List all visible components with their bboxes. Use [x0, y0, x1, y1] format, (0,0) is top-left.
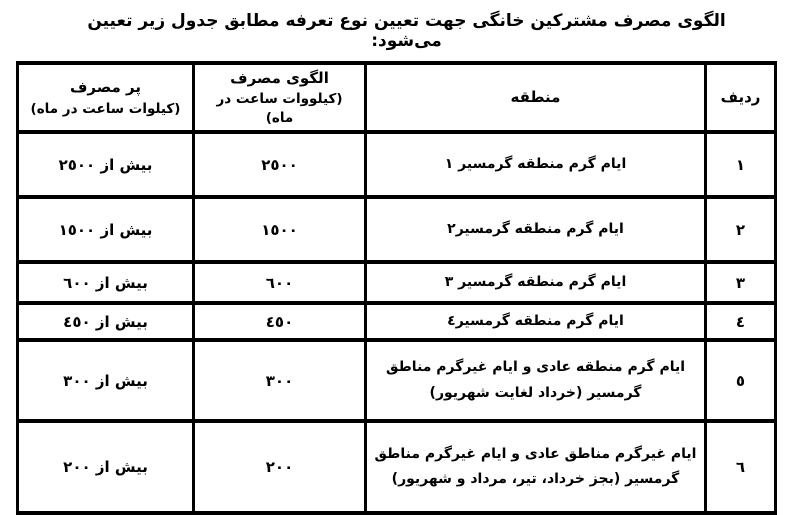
cell-region: ایام گرم منطقه گرمسیر٤	[366, 303, 706, 340]
cell-pattern: ٢٥٠٠	[194, 132, 366, 197]
table-row	[18, 421, 776, 513]
header-row	[18, 63, 776, 132]
cell-high: بیش از ٤٥٠	[18, 303, 194, 340]
cell-radif: ٣	[706, 262, 776, 303]
table-row	[18, 262, 776, 303]
cell-high: بیش از ١٥٠٠	[18, 197, 194, 262]
page-title: الگوی مصرف مشترکین خانگی جهت تعیین نوع تعرفه مطابق جدول زیر تعیین می‌شود:	[87, 11, 726, 51]
table-header	[18, 63, 776, 132]
cell-region: ایام گرم منطقه گرمسیر ١	[366, 132, 706, 197]
cell-pattern: ٦٠٠	[194, 262, 366, 303]
header-pattern	[194, 63, 366, 132]
cell-high: بیش از ٢٠٠	[18, 421, 194, 513]
cell-region: ایام غیرگرم مناطق عادی و ایام غیرگرم مناطق گرمسیر (بجز خرداد، تیر، مرداد و شهریور)	[366, 421, 706, 513]
table-body	[18, 132, 776, 513]
table-row	[18, 197, 776, 262]
cell-region: ایام گرم منطقه گرمسیر٢	[366, 197, 706, 262]
header-pattern-label: الگوی مصرف	[230, 69, 329, 87]
cell-high: بیش از ٦٠٠	[18, 262, 194, 303]
header-radif-label: ردیف	[720, 87, 761, 106]
tariff-table	[16, 61, 777, 515]
cell-radif: ٥	[706, 340, 776, 421]
cell-pattern: ٣٠٠	[194, 340, 366, 421]
cell-region: ایام گرم منطقه گرمسیر ٣	[366, 262, 706, 303]
table-row	[18, 340, 776, 421]
header-region	[366, 63, 706, 132]
cell-high: بیش از ٢٥٠٠	[18, 132, 194, 197]
cell-pattern: ٢٠٠	[194, 421, 366, 513]
header-high-unit: (کیلوات ساعت در ماه)	[30, 100, 181, 117]
table-row	[18, 132, 776, 197]
header-region-label: منطقه	[510, 87, 561, 106]
table-row	[18, 303, 776, 340]
cell-radif: ١	[706, 132, 776, 197]
cell-region: ایام گرم منطقه عادی و ایام غیرگرم مناطق گرمسیر (خرداد لغایت شهریور)	[366, 340, 706, 421]
cell-radif: ٤	[706, 303, 776, 340]
cell-pattern: ١٥٠٠	[194, 197, 366, 262]
header-high-label: پر مصرف	[69, 78, 141, 97]
header-high	[18, 63, 194, 132]
header-pattern-unit: (کیلووات ساعت در ماه)	[216, 91, 343, 127]
cell-high: بیش از ٣٠٠	[18, 340, 194, 421]
header-radif	[706, 63, 776, 132]
cell-radif: ٦	[706, 421, 776, 513]
cell-pattern: ٤٥٠	[194, 303, 366, 340]
cell-radif: ٢	[706, 197, 776, 262]
